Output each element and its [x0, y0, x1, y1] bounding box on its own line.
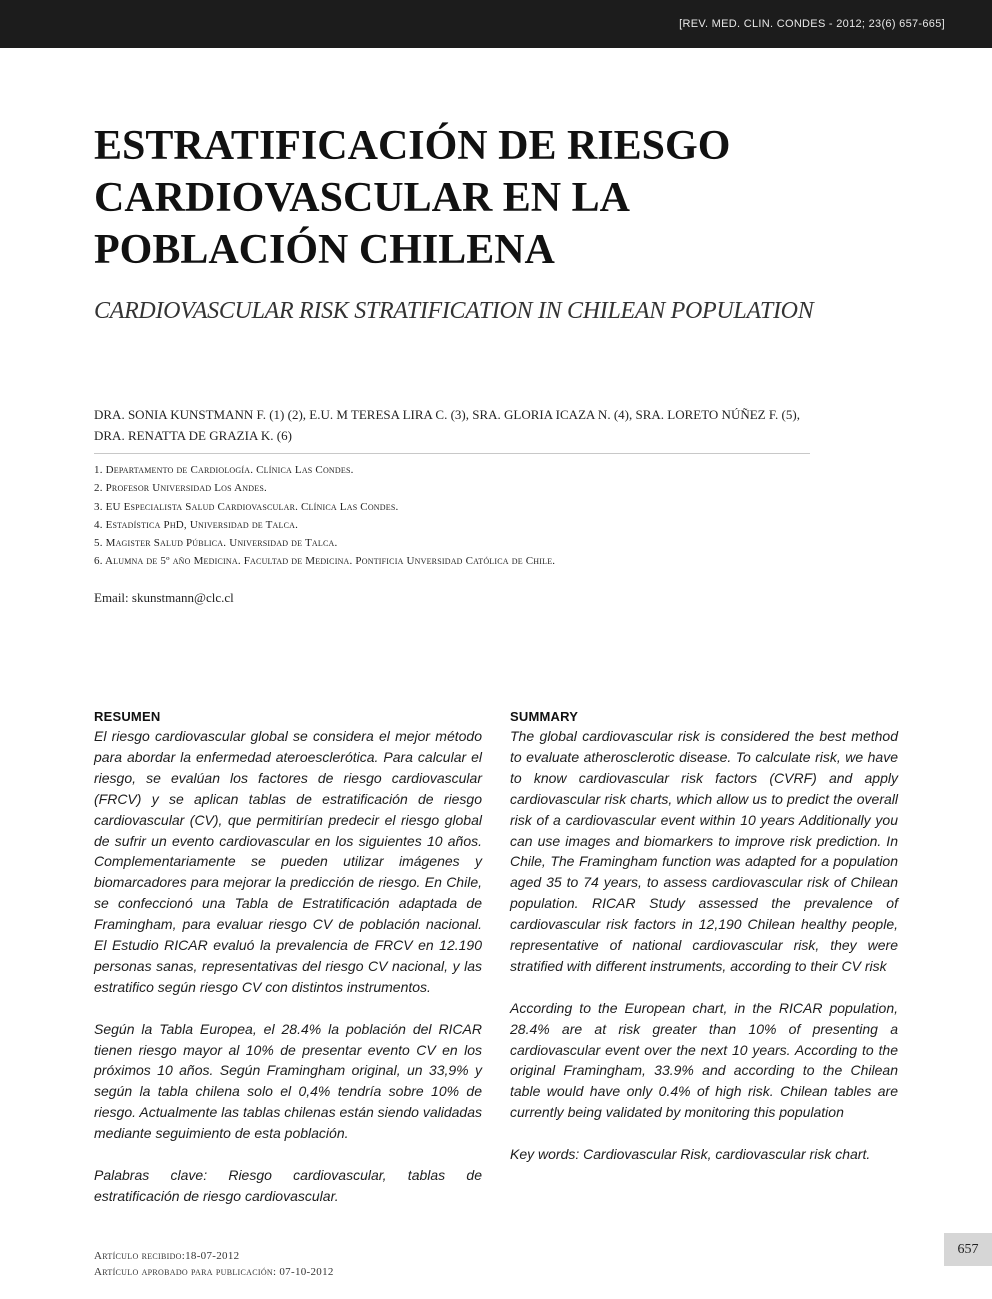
- summary-heading: SUMMARY: [510, 709, 579, 724]
- affiliation-item: 5. Magister Salud Pública. Universidad de Talca.: [94, 537, 338, 550]
- summary-paragraph: The global cardiovascular risk is considered the best method to evaluate atherosclerotic disease. To calculate risk, we have to know cardiovascular risk factors (CVRF) and apply cardiovascular risk charts, which allow us to predict the overall risk of a cardiovascular event within 10 years Additionally you can use images and biomarkers to improve risk prediction. In Chile, The Framingham function was adapted for a population aged 35 to 74 years, to assess cardiovascular risk of Chilean population. RICAR Study assessed the prevalence of cardiovascular risk factors in 12,190 Chilean healthy people, representative of national cardiovascular risk, they were stratified with different instruments, according to their CV risk: [510, 728, 898, 974]
- resumen-paragraph: Según la Tabla Europea, el 28.4% la población del RICAR tienen riesgo mayor al 10% de presentar evento CV en los próximos 10 años. Según Framingham original, un 33,9% y según la tabla chilena solo el 0,4% tendría sobre 10% de riesgo. Actualmente las tablas chilenas están siendo validadas mediante seguimiento de esta población.: [94, 1020, 482, 1142]
- received-date: Artículo recibido:18-07-2012: [94, 1250, 240, 1262]
- article-dates: [94, 1248, 334, 1280]
- summary-section: [510, 709, 898, 1186]
- article-subtitle: CARDIOVASCULAR RISK STRATIFICATION IN CHILEAN POPULATION: [94, 298, 814, 324]
- contact-email: Email: skunstmann@clc.cl: [94, 590, 234, 605]
- resumen-paragraph: El riesgo cardiovascular global se considera el mejor método para abordar la enfermedad ateroesclerótica. Para calcular el riesgo, se evalúan los factores de riesgo cardiovascular (FRCV) y se aplican tablas de estratificación de riesgo cardiovascular (CV), que permitirían predecir el riesgo global de sufrir un evento cardiovascular en los siguientes 10 años. Complementariamente se pueden utilizar imágenes y biomarcadores para mejorar la predicción de riesgo. En Chile, se confeccionó una Tabla de Estratificación adaptada de Framingham, para evaluar riesgo CV de población nacional. El Estudio RICAR evaluó la prevalencia de FRCV en 12.190 personas sanas, representativas del riesgo CV nacional, y las estratifico según riesgo CV con distintos instrumentos.: [94, 728, 482, 995]
- affiliation-item: 3. EU Especialista Salud Cardiovascular. Clínica Las Condes.: [94, 500, 399, 513]
- authors-line: DRA. RENATTA DE GRAZIA K. (6): [94, 428, 292, 443]
- authors-line: DRA. SONIA KUNSTMANN F. (1) (2), E.U. M TERESA LIRA C. (3), SRA. GLORIA ICAZA N. (4), SRA. LORETO NÚÑEZ F. (5),: [94, 407, 800, 422]
- authors: [94, 404, 834, 446]
- affiliation-item: 6. Alumna de 5º año Medicina. Facultad de Medicina. Pontificia Unversidad Católica de Chile.: [94, 555, 556, 568]
- title-line: ESTRATIFICACIÓN DE RIESGO: [94, 123, 731, 169]
- resumen-keywords: Palabras clave: Riesgo cardiovascular, tablas de estratificación de riesgo cardiovascular.: [94, 1167, 482, 1204]
- article-title: [94, 120, 854, 276]
- title-line: POBLACIÓN CHILENA: [94, 227, 555, 273]
- affiliation-item: 1. Departamento de Cardiología. Clínica Las Condes.: [94, 464, 354, 476]
- affiliation-item: 2. Profesor Universidad Los Andes.: [94, 482, 267, 495]
- header-bar: [0, 0, 992, 48]
- title-line: CARDIOVASCULAR EN LA: [94, 175, 630, 221]
- page-number: 657: [944, 1233, 992, 1266]
- resumen-heading: RESUMEN: [94, 709, 161, 724]
- journal-reference: [REV. MED. CLIN. CONDES - 2012; 23(6) 657-665]: [679, 18, 945, 30]
- summary-paragraph: According to the European chart, in the RICAR population, 28.4% are at risk greater than 10% of presenting a cardiovascular event over the next 10 years. According to the original Framingham, 33.9% and according to the Chilean table would have only 0.4% of high risk. Chilean tables are currently being validated by monitoring this population: [510, 999, 898, 1121]
- affiliation-item: 4. Estadística PhD, Universidad de Talca.: [94, 518, 299, 531]
- resumen-section: [94, 709, 482, 1228]
- approved-date: Artículo aprobado para publicación: 07-10-2012: [94, 1266, 334, 1278]
- summary-keywords: Key words: Cardiovascular Risk, cardiovascular risk chart.: [510, 1146, 871, 1163]
- divider: [94, 453, 810, 454]
- affiliations-list: [94, 461, 834, 571]
